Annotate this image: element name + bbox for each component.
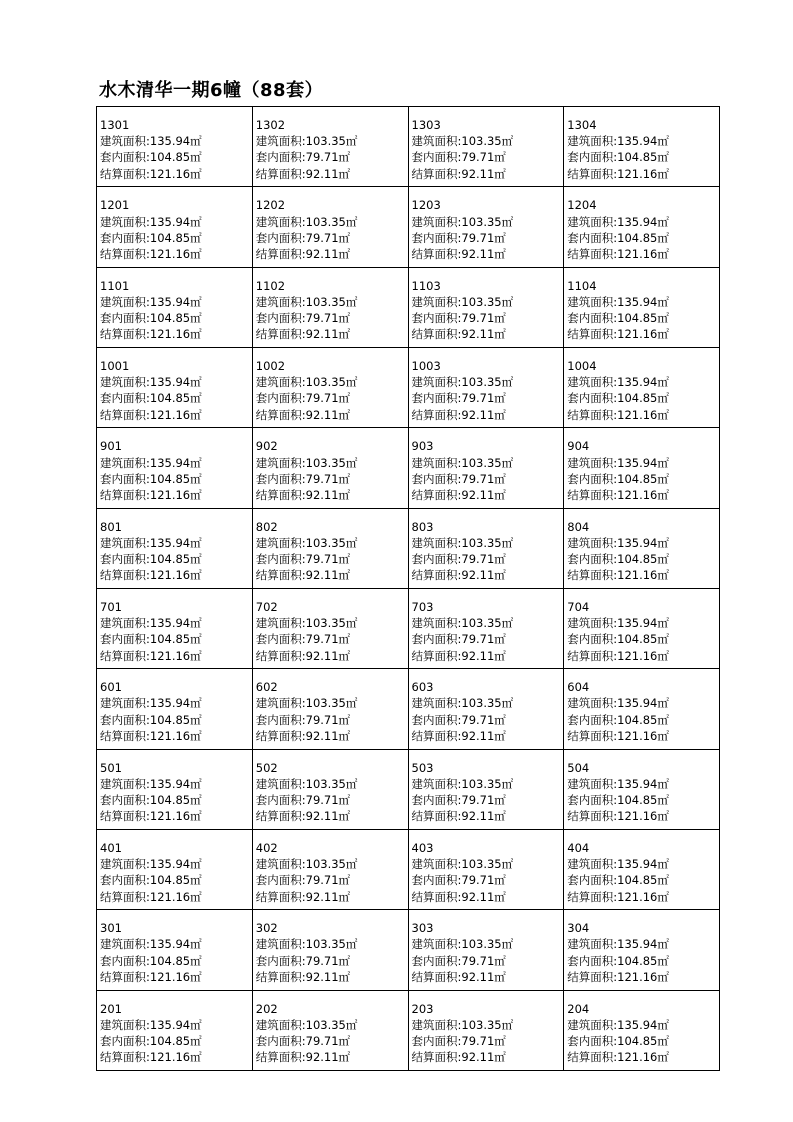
built-area: 建筑面积:103.35㎡	[411, 375, 514, 390]
inner-area: 套内面积:104.85㎡	[567, 552, 669, 567]
unit-number: 202	[255, 1001, 278, 1016]
unit-cell	[97, 107, 253, 187]
built-area: 建筑面积:103.35㎡	[411, 134, 514, 149]
built-area: 建筑面积:103.35㎡	[411, 616, 514, 631]
inner-area: 套内面积:104.85㎡	[567, 230, 669, 245]
built-area: 建筑面积:135.94㎡	[567, 455, 669, 470]
unit-cell	[564, 187, 720, 267]
built-area: 建筑面积:135.94㎡	[567, 535, 669, 550]
inner-area: 套内面积:79.71㎡	[411, 311, 506, 326]
unit-cell	[408, 508, 564, 588]
unit-number: 1302	[255, 118, 286, 132]
unit-number: 1103	[411, 278, 441, 293]
inner-area: 套内面积:104.85㎡	[100, 311, 202, 326]
built-area: 建筑面积:103.35㎡	[255, 1017, 358, 1032]
inner-area: 套内面积:79.71㎡	[255, 1033, 351, 1048]
inner-area: 套内面积:79.71㎡	[255, 311, 351, 326]
unit-number: 404	[567, 840, 590, 855]
unit-number: 403	[411, 840, 434, 855]
unit-cell	[408, 107, 564, 187]
inner-area: 套内面积:79.71㎡	[255, 471, 351, 486]
built-area: 建筑面积:103.35㎡	[411, 1017, 514, 1032]
unit-number: 304	[567, 921, 590, 936]
unit-number: 302	[255, 921, 278, 936]
built-area: 建筑面积:135.94㎡	[100, 1017, 202, 1032]
inner-area: 套内面积:79.71㎡	[255, 150, 351, 165]
settlement-area: 结算面积:121.16㎡	[100, 728, 202, 743]
inner-area: 套内面积:79.71㎡	[255, 712, 351, 727]
unit-cell	[97, 588, 253, 668]
inner-area: 套内面积:79.71㎡	[411, 953, 506, 968]
unit-number: 503	[411, 760, 434, 775]
table-row	[97, 347, 720, 427]
built-area: 建筑面积:135.94㎡	[100, 455, 202, 470]
built-area: 建筑面积:103.35㎡	[255, 776, 358, 791]
unit-number: 502	[255, 760, 278, 775]
settlement-area: 结算面积:121.16㎡	[100, 487, 202, 502]
unit-number: 1304	[567, 118, 597, 132]
unit-cell	[564, 267, 720, 347]
unit-cell	[564, 990, 720, 1070]
unit-cell	[97, 669, 253, 749]
unit-cell	[564, 910, 720, 990]
unit-number: 1301	[100, 118, 130, 132]
inner-area: 套内面积:79.71㎡	[411, 873, 506, 888]
built-area: 建筑面积:135.94㎡	[567, 857, 669, 872]
built-area: 建筑面积:103.35㎡	[411, 857, 514, 872]
unit-number: 1303	[411, 118, 441, 132]
settlement-area: 结算面积:121.16㎡	[100, 246, 202, 261]
built-area: 建筑面积:103.35㎡	[255, 134, 358, 149]
unit-number: 1104	[567, 278, 597, 293]
built-area: 建筑面积:103.35㎡	[255, 937, 358, 952]
unit-number: 604	[567, 680, 590, 695]
inner-area: 套内面积:104.85㎡	[567, 150, 669, 165]
unit-cell	[564, 428, 720, 508]
unit-number: 801	[100, 519, 122, 534]
settlement-area: 结算面积:92.11㎡	[411, 1050, 506, 1065]
settlement-area: 结算面积:121.16㎡	[567, 407, 669, 422]
unit-number: 303	[411, 921, 434, 936]
inner-area: 套内面积:79.71㎡	[255, 632, 351, 647]
unit-number: 501	[100, 760, 122, 775]
built-area: 建筑面积:135.94㎡	[100, 696, 202, 711]
unit-number: 903	[411, 439, 434, 454]
table-row	[97, 749, 720, 829]
built-area: 建筑面积:135.94㎡	[567, 616, 669, 631]
inner-area: 套内面积:104.85㎡	[567, 953, 669, 968]
unit-cell	[97, 749, 253, 829]
built-area: 建筑面积:135.94㎡	[567, 214, 669, 229]
unit-number: 902	[255, 439, 278, 454]
unit-cell	[252, 749, 408, 829]
unit-cell	[252, 588, 408, 668]
inner-area: 套内面积:79.71㎡	[411, 471, 506, 486]
built-area: 建筑面积:135.94㎡	[100, 294, 202, 309]
unit-cell	[252, 267, 408, 347]
inner-area: 套内面积:104.85㎡	[100, 1033, 202, 1048]
table-row	[97, 910, 720, 990]
built-area: 建筑面积:103.35㎡	[255, 616, 358, 631]
unit-cell	[408, 588, 564, 668]
inner-area: 套内面积:79.71㎡	[411, 230, 506, 245]
unit-number: 603	[411, 680, 434, 695]
built-area: 建筑面积:135.94㎡	[567, 937, 669, 952]
built-area: 建筑面积:135.94㎡	[100, 857, 202, 872]
settlement-area: 结算面积:121.16㎡	[567, 246, 669, 261]
inner-area: 套内面积:104.85㎡	[100, 391, 202, 406]
built-area: 建筑面积:103.35㎡	[411, 535, 514, 550]
settlement-area: 结算面积:121.16㎡	[567, 648, 669, 663]
settlement-area: 结算面积:92.11㎡	[411, 809, 506, 824]
settlement-area: 结算面积:121.16㎡	[100, 327, 202, 342]
table-row	[97, 990, 720, 1070]
built-area: 建筑面积:103.35㎡	[255, 294, 358, 309]
inner-area: 套内面积:104.85㎡	[567, 793, 669, 807]
built-area: 建筑面积:135.94㎡	[567, 294, 669, 309]
settlement-area: 结算面积:92.11㎡	[255, 728, 351, 743]
unit-number: 803	[411, 519, 434, 534]
unit-number: 203	[411, 1001, 434, 1016]
table-row	[97, 428, 720, 508]
settlement-area: 结算面积:92.11㎡	[411, 327, 506, 342]
settlement-area: 结算面积:121.16㎡	[100, 809, 202, 824]
inner-area: 套内面积:104.85㎡	[100, 230, 202, 245]
built-area: 建筑面积:135.94㎡	[567, 776, 669, 791]
settlement-area: 结算面积:121.16㎡	[567, 1050, 669, 1065]
settlement-area: 结算面积:121.16㎡	[100, 166, 202, 181]
settlement-area: 结算面积:92.11㎡	[411, 969, 506, 984]
unit-cell	[252, 187, 408, 267]
settlement-area: 结算面积:121.16㎡	[100, 648, 202, 663]
unit-number: 702	[255, 599, 278, 614]
unit-cell	[564, 588, 720, 668]
built-area: 建筑面积:135.94㎡	[100, 375, 202, 390]
unit-area-table	[96, 106, 720, 1071]
unit-cell	[564, 829, 720, 909]
inner-area: 套内面积:104.85㎡	[567, 311, 669, 326]
built-area: 建筑面积:103.35㎡	[255, 857, 358, 872]
unit-cell	[408, 267, 564, 347]
unit-cell	[97, 910, 253, 990]
settlement-area: 结算面积:121.16㎡	[567, 889, 669, 904]
table-row	[97, 588, 720, 668]
built-area: 建筑面积:103.35㎡	[255, 696, 358, 711]
inner-area: 套内面积:79.71㎡	[255, 873, 351, 888]
unit-cell	[564, 669, 720, 749]
inner-area: 套内面积:79.71㎡	[255, 552, 351, 567]
built-area: 建筑面积:135.94㎡	[100, 776, 202, 791]
unit-cell	[408, 187, 564, 267]
settlement-area: 结算面积:121.16㎡	[567, 969, 669, 984]
settlement-area: 结算面积:92.11㎡	[411, 407, 506, 422]
table-row	[97, 829, 720, 909]
settlement-area: 结算面积:92.11㎡	[411, 246, 506, 261]
built-area: 建筑面积:103.35㎡	[255, 375, 358, 390]
unit-number: 1204	[567, 198, 597, 213]
settlement-area: 结算面积:92.11㎡	[411, 648, 506, 663]
settlement-area: 结算面积:92.11㎡	[411, 728, 506, 743]
unit-number: 401	[100, 840, 122, 855]
settlement-area: 结算面积:92.11㎡	[255, 568, 351, 583]
unit-cell	[408, 347, 564, 427]
built-area: 建筑面积:135.94㎡	[100, 134, 202, 149]
table-row	[97, 669, 720, 749]
unit-number: 901	[100, 439, 122, 454]
table-row	[97, 107, 720, 187]
unit-number: 802	[255, 519, 278, 534]
built-area: 建筑面积:103.35㎡	[411, 214, 514, 229]
unit-cell	[97, 428, 253, 508]
settlement-area: 结算面积:121.16㎡	[100, 407, 202, 422]
unit-cell	[564, 347, 720, 427]
inner-area: 套内面积:104.85㎡	[100, 712, 202, 727]
unit-cell	[408, 829, 564, 909]
unit-cell	[252, 428, 408, 508]
inner-area: 套内面积:79.71㎡	[255, 953, 351, 968]
inner-area: 套内面积:104.85㎡	[100, 632, 202, 647]
unit-number: 1202	[255, 198, 286, 213]
unit-cell	[252, 910, 408, 990]
settlement-area: 结算面积:92.11㎡	[255, 327, 351, 342]
unit-cell	[564, 107, 720, 187]
settlement-area: 结算面积:92.11㎡	[411, 166, 506, 181]
inner-area: 套内面积:79.71㎡	[411, 1033, 506, 1048]
settlement-area: 结算面积:92.11㎡	[255, 809, 351, 824]
unit-number: 204	[567, 1001, 590, 1016]
unit-number: 1004	[567, 358, 597, 373]
unit-number: 1101	[100, 278, 130, 293]
settlement-area: 结算面积:92.11㎡	[255, 969, 351, 984]
built-area: 建筑面积:135.94㎡	[567, 696, 669, 711]
inner-area: 套内面积:79.71㎡	[411, 391, 506, 406]
built-area: 建筑面积:103.35㎡	[411, 776, 514, 791]
unit-cell	[252, 347, 408, 427]
unit-number: 601	[100, 680, 122, 695]
unit-number: 704	[567, 599, 590, 614]
settlement-area: 结算面积:92.11㎡	[411, 568, 506, 583]
settlement-area: 结算面积:92.11㎡	[255, 166, 351, 181]
built-area: 建筑面积:135.94㎡	[567, 375, 669, 390]
inner-area: 套内面积:79.71㎡	[411, 150, 506, 165]
inner-area: 套内面积:104.85㎡	[567, 471, 669, 486]
unit-number: 402	[255, 840, 278, 855]
built-area: 建筑面积:103.35㎡	[411, 294, 514, 309]
unit-number: 1003	[411, 358, 441, 373]
built-area: 建筑面积:103.35㎡	[411, 455, 514, 470]
inner-area: 套内面积:104.85㎡	[567, 712, 669, 727]
settlement-area: 结算面积:92.11㎡	[255, 648, 351, 663]
built-area: 建筑面积:103.35㎡	[411, 696, 514, 711]
settlement-area: 结算面积:121.16㎡	[567, 568, 669, 583]
built-area: 建筑面积:135.94㎡	[567, 1017, 669, 1032]
unit-cell	[252, 990, 408, 1070]
inner-area: 套内面积:104.85㎡	[100, 873, 202, 888]
settlement-area: 结算面积:92.11㎡	[411, 487, 506, 502]
settlement-area: 结算面积:121.16㎡	[100, 1050, 202, 1065]
built-area: 建筑面积:103.35㎡	[255, 214, 358, 229]
built-area: 建筑面积:103.35㎡	[255, 535, 358, 550]
unit-number: 703	[411, 599, 434, 614]
built-area: 建筑面积:103.35㎡	[255, 455, 358, 470]
unit-area-table-body	[97, 107, 720, 1071]
unit-cell	[97, 990, 253, 1070]
built-area: 建筑面积:135.94㎡	[100, 937, 202, 952]
unit-number: 701	[100, 599, 122, 614]
inner-area: 套内面积:104.85㎡	[567, 391, 669, 406]
unit-cell	[97, 508, 253, 588]
unit-cell	[252, 829, 408, 909]
unit-number: 201	[100, 1001, 122, 1016]
unit-number: 504	[567, 760, 590, 775]
settlement-area: 结算面积:121.16㎡	[100, 568, 202, 583]
settlement-area: 结算面积:121.16㎡	[567, 809, 669, 824]
unit-cell	[252, 508, 408, 588]
table-row	[97, 267, 720, 347]
built-area: 建筑面积:135.94㎡	[100, 214, 202, 229]
unit-cell	[97, 267, 253, 347]
inner-area: 套内面积:79.71㎡	[411, 552, 506, 567]
unit-cell	[408, 990, 564, 1070]
unit-cell	[97, 347, 253, 427]
unit-number: 301	[100, 921, 122, 936]
unit-number: 1102	[255, 278, 286, 293]
unit-cell	[408, 910, 564, 990]
unit-cell	[564, 749, 720, 829]
inner-area: 套内面积:79.71㎡	[411, 632, 506, 647]
inner-area: 套内面积:104.85㎡	[567, 873, 669, 888]
inner-area: 套内面积:104.85㎡	[567, 1033, 669, 1048]
unit-number: 1201	[100, 198, 130, 213]
settlement-area: 结算面积:92.11㎡	[411, 889, 506, 904]
unit-cell	[252, 107, 408, 187]
settlement-area: 结算面积:121.16㎡	[100, 889, 202, 904]
settlement-area: 结算面积:121.16㎡	[567, 327, 669, 342]
settlement-area: 结算面积:92.11㎡	[255, 487, 351, 502]
built-area: 建筑面积:135.94㎡	[567, 134, 669, 149]
built-area: 建筑面积:135.94㎡	[100, 616, 202, 631]
unit-cell	[97, 187, 253, 267]
inner-area: 套内面积:104.85㎡	[100, 953, 202, 968]
built-area: 建筑面积:135.94㎡	[100, 535, 202, 550]
unit-cell	[408, 428, 564, 508]
inner-area: 套内面积:104.85㎡	[100, 471, 202, 486]
settlement-area: 结算面积:121.16㎡	[567, 166, 669, 181]
inner-area: 套内面积:79.71㎡	[255, 391, 351, 406]
unit-cell	[408, 669, 564, 749]
settlement-area: 结算面积:92.11㎡	[255, 1050, 351, 1065]
inner-area: 套内面积:104.85㎡	[567, 632, 669, 647]
unit-cell	[252, 669, 408, 749]
page-title: 水木清华一期6幢（88套）	[99, 80, 324, 101]
inner-area: 套内面积:104.85㎡	[100, 793, 202, 807]
unit-cell	[564, 508, 720, 588]
unit-number: 904	[567, 439, 590, 454]
unit-number: 1203	[411, 198, 441, 213]
unit-number: 804	[567, 519, 590, 534]
inner-area: 套内面积:104.85㎡	[100, 150, 202, 165]
settlement-area: 结算面积:92.11㎡	[255, 407, 351, 422]
settlement-area: 结算面积:121.16㎡	[100, 969, 202, 984]
table-row	[97, 187, 720, 267]
settlement-area: 结算面积:92.11㎡	[255, 246, 351, 261]
inner-area: 套内面积:79.71㎡	[255, 793, 351, 807]
built-area: 建筑面积:103.35㎡	[411, 937, 514, 952]
inner-area: 套内面积:104.85㎡	[100, 552, 202, 567]
settlement-area: 结算面积:121.16㎡	[567, 728, 669, 743]
unit-cell	[97, 829, 253, 909]
settlement-area: 结算面积:121.16㎡	[567, 487, 669, 502]
inner-area: 套内面积:79.71㎡	[411, 712, 506, 727]
unit-number: 1002	[255, 358, 286, 373]
unit-number: 602	[255, 680, 278, 695]
inner-area: 套内面积:79.71㎡	[411, 793, 506, 807]
inner-area: 套内面积:79.71㎡	[255, 230, 351, 245]
unit-cell	[408, 749, 564, 829]
settlement-area: 结算面积:92.11㎡	[255, 889, 351, 904]
table-row	[97, 508, 720, 588]
unit-number: 1001	[100, 358, 130, 373]
